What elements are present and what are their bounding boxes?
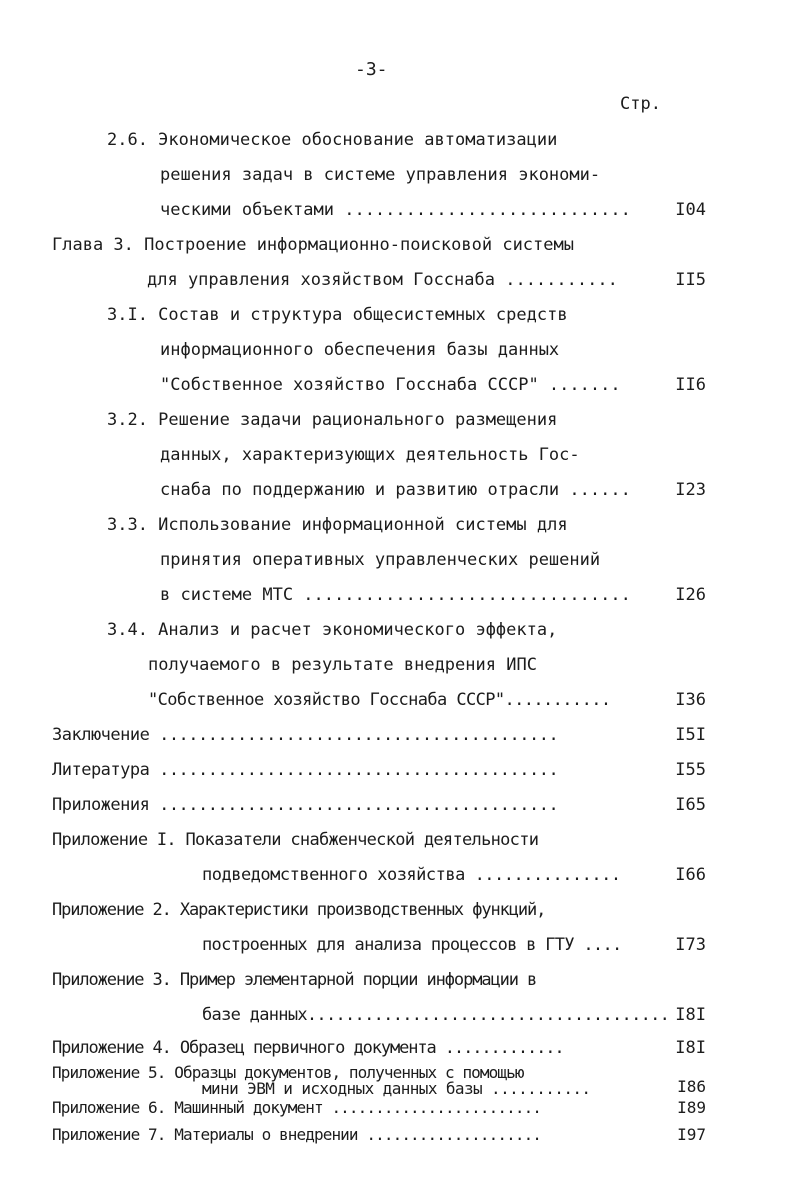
toc-entry-line: Приложение 3. Пример элементарной порции информации в	[52, 970, 537, 990]
toc-entry-line: принятия оперативных управленческих решений	[160, 550, 601, 570]
toc-page-number: II6	[675, 375, 706, 395]
toc-entry-line: снаба по поддержанию и развитию отрасли ......	[160, 480, 631, 500]
toc-page-number: I66	[675, 865, 706, 885]
toc-page-number: I04	[675, 200, 706, 220]
toc-entry-line: "Собственное хозяйство Госснаба СССР"...........	[148, 690, 611, 710]
toc-entry-line: построенных для анализа процессов в ГТУ ....	[202, 935, 622, 955]
toc-entry-line: информационного обеспечения базы данных	[160, 340, 560, 360]
toc-entry-line: 3.I. Состав и структура общесистемных средств	[107, 305, 568, 325]
toc-entry-line: Приложения .........................................	[52, 795, 559, 815]
toc-page-number: I86	[677, 1077, 706, 1096]
toc-page-number: I5I	[675, 725, 706, 745]
toc-entry-line: Приложение 2. Характеристики производственных функций,	[52, 900, 546, 920]
toc-entry-line: получаемого в результате внедрения ИПС	[148, 655, 537, 675]
toc-entry-line: Приложение 4. Образец первичного документа .............	[52, 1038, 564, 1058]
toc-entry-line: 2.6. Экономическое обоснование автоматизации	[107, 130, 558, 150]
toc-entry-line: для управления хозяйством Госснаба ...........	[147, 270, 618, 290]
toc-page-number: I97	[677, 1125, 706, 1144]
toc-entry-line: решения задач в системе управления экономи-	[160, 165, 601, 185]
page-column-header: Стр.	[620, 94, 661, 114]
toc-entry-line: Литература .........................................	[52, 760, 559, 780]
toc-entry-line: Приложение 5. Образцы документов, полученных с помощью	[52, 1063, 524, 1082]
toc-entry-line: в системе МТС ................................	[160, 585, 631, 605]
toc-entry-line: Приложение I. Показатели снабженческой деятельности	[52, 830, 539, 850]
toc-page-number: I26	[675, 585, 706, 605]
toc-page-number: I55	[675, 760, 706, 780]
toc-entry-line: 3.3. Использование информационной системы для	[107, 515, 568, 535]
page-number: -3-	[355, 59, 388, 80]
toc-page-number: I23	[675, 480, 706, 500]
toc-entry-line: базе данных......................................	[202, 1005, 670, 1025]
toc-entry-line: Глава 3. Построение информационно-поисковой системы	[52, 235, 574, 255]
toc-entry-line: Приложение 7. Материалы о внедрении ....................	[52, 1125, 542, 1144]
toc-page-number: I8I	[675, 1038, 706, 1058]
toc-page-number: II5	[675, 270, 706, 290]
toc-entry-line: "Собственное хозяйство Госснаба СССР" .......	[160, 375, 621, 395]
toc-page-number: I36	[675, 690, 706, 710]
toc-page-number: I8I	[675, 1005, 706, 1025]
toc-entry-line: 3.4. Анализ и расчет экономического эффекта,	[107, 620, 558, 640]
toc-entry-line: подведомственного хозяйства ...............	[202, 865, 621, 885]
toc-entry-line: ческими объектами ............................	[160, 200, 631, 220]
toc-entry-line: Заключение .........................................	[52, 725, 559, 745]
toc-entry-line: 3.2. Решение задачи рационального размещения	[107, 410, 558, 430]
toc-page-number: I73	[675, 935, 706, 955]
toc-entry-line: Приложение 6. Машинный документ ........................	[52, 1098, 542, 1117]
toc-entry-line: данных, характеризующих деятельность Гос-	[160, 445, 580, 465]
toc-entry-line: мини ЭВМ и исходных данных базы ...........	[202, 1079, 591, 1098]
toc-page-number: I89	[677, 1098, 706, 1117]
toc-page-number: I65	[675, 795, 706, 815]
